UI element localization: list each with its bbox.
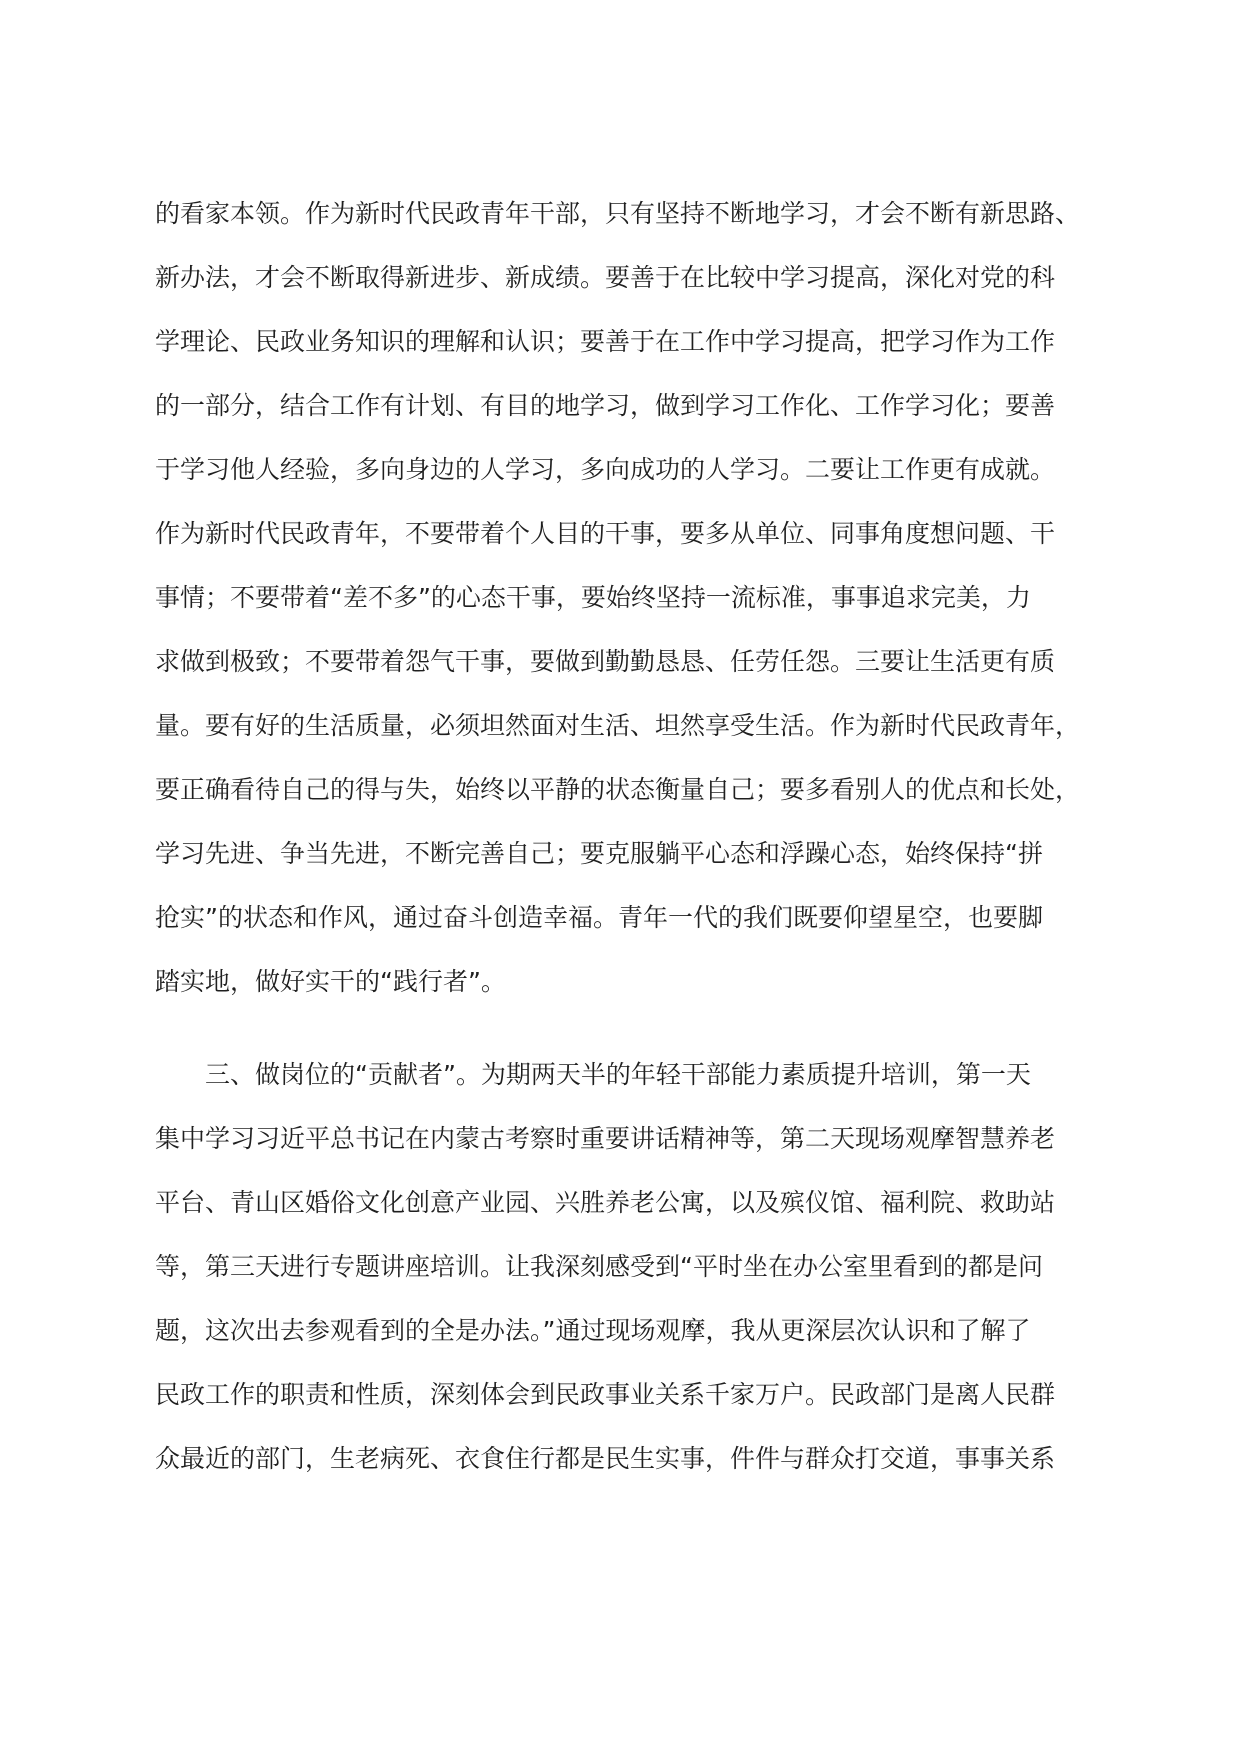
text-line: 集中学习习近平总书记在内蒙古考察时重要讲话精神等，第二天现场观摩智慧养老 bbox=[155, 1124, 1056, 1153]
text-line: 众最近的部门，生老病死、衣食住行都是民生实事，件件与群众打交道，事事关系 bbox=[155, 1444, 1056, 1473]
paragraph-first-line: 三、做岗位的“贡献者”。为期两天半的年轻干部能力素质提升培训，第一天 bbox=[205, 1060, 1031, 1089]
paragraph-continued bbox=[155, 182, 1085, 1014]
text-line: 民政工作的职责和性质，深刻体会到民政事业关系千家万户。民政部门是离人民群 bbox=[155, 1380, 1056, 1409]
text-line: 学理论、民政业务知识的理解和认识；要善于在工作中学习提高，把学习作为工作 bbox=[155, 327, 1056, 356]
text-line: 学习先进、争当先进，不断完善自己；要克服躺平心态和浮躁心态，始终保持“拼 bbox=[155, 839, 1043, 868]
text-line: 新办法，才会不断取得新进步、新成绩。要善于在比较中学习提高，深化对党的科 bbox=[155, 263, 1056, 292]
text-line: 等，第三天进行专题讲座培训。让我深刻感受到“平时坐在办公室里看到的都是问 bbox=[155, 1252, 1043, 1281]
text-line: 平台、青山区婚俗文化创意产业园、兴胜养老公寓，以及殡仪馆、福利院、救助站 bbox=[155, 1188, 1056, 1217]
text-line: 要正确看待自己的得与失，始终以平静的状态衡量自己；要多看别人的优点和长处， bbox=[155, 775, 1081, 804]
text-line: 作为新时代民政青年，不要带着个人目的干事，要多从单位、同事角度想问题、干 bbox=[155, 519, 1056, 548]
text-line: 求做到极致；不要带着怨气干事，要做到勤勤恳恳、任劳任怨。三要让生活更有质 bbox=[155, 647, 1056, 676]
paragraph-three bbox=[155, 1043, 1085, 1491]
text-line: 题，这次出去参观看到的全是办法。”通过现场观摩，我从更深层次认识和了解了 bbox=[155, 1316, 1031, 1345]
text-line: 的看家本领。作为新时代民政青年干部，只有坚持不断地学习，才会不断有新思路、 bbox=[155, 199, 1081, 228]
text-line: 事情；不要带着“差不多”的心态干事，要始终坚持一流标准，事事追求完美，力 bbox=[155, 583, 1031, 612]
text-line: 于学习他人经验，多向身边的人学习，多向成功的人学习。二要让工作更有成就。 bbox=[155, 455, 1056, 484]
text-line: 抢实”的状态和作风，通过奋斗创造幸福。青年一代的我们既要仰望星空，也要脚 bbox=[155, 903, 1043, 932]
text-line: 的一部分，结合工作有计划、有目的地学习，做到学习工作化、工作学习化；要善 bbox=[155, 391, 1056, 420]
text-line: 踏实地，做好实干的“践行者”。 bbox=[155, 967, 506, 996]
text-line: 量。要有好的生活质量，必须坦然面对生活、坦然享受生活。作为新时代民政青年， bbox=[155, 711, 1081, 740]
